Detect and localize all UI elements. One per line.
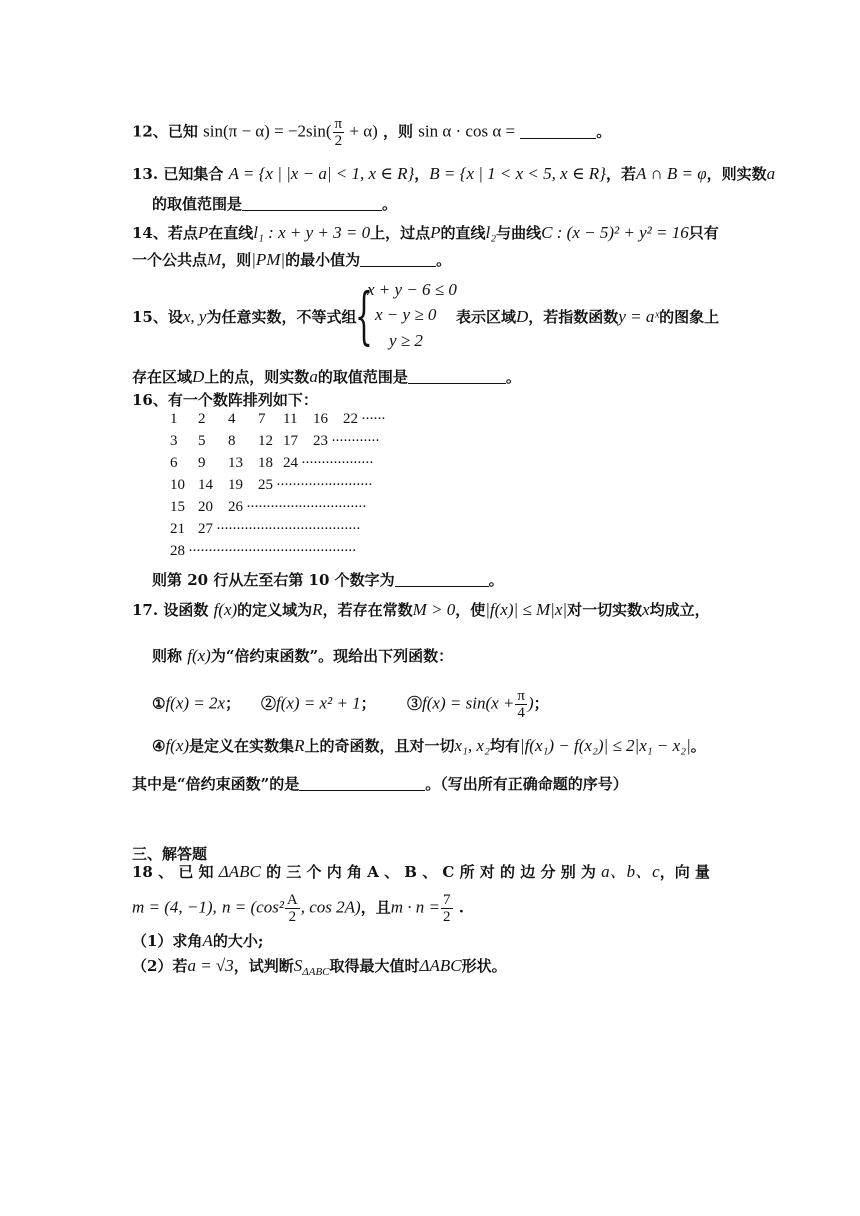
- q18-vn-num: A: [286, 892, 298, 908]
- q17-f1-label: ①: [152, 694, 166, 713]
- q13-answer-blank[interactable]: [242, 194, 382, 211]
- q17-sep2: ；: [360, 694, 376, 713]
- array-cell: 4: [228, 411, 236, 427]
- q14-line2a: 一个公共点: [132, 251, 208, 269]
- q17-prefix: 17. 设函数: [132, 601, 209, 619]
- q18-p2b: ，试判断: [233, 957, 294, 975]
- q17-f4-vars: x₁, x₂: [454, 736, 490, 755]
- question-18-part1: [132, 930, 263, 952]
- array-cell: 7: [258, 411, 266, 427]
- q18-dot-frac: [441, 892, 453, 925]
- q14-line2c: 的最小值为: [285, 251, 361, 269]
- array-cell: 12: [258, 433, 273, 449]
- q14-line-l1: l₁ : x + y + 3 = 0: [253, 223, 371, 242]
- q18-p1-var: A: [202, 931, 213, 950]
- q17-m: M > 0: [412, 600, 456, 619]
- q15-fn: y = aˣ: [618, 307, 660, 326]
- q18-p1-end: 的大小;: [212, 932, 264, 950]
- array-cell: 3: [170, 433, 178, 449]
- question-15-tail: [456, 306, 719, 328]
- array-cell: 28: [170, 543, 185, 559]
- q17-f4-label: ④: [152, 737, 166, 755]
- q17-f3: f(x) = sin(x +: [422, 693, 515, 713]
- q14-t1: 在直线: [208, 224, 254, 242]
- q14-p: P: [197, 223, 209, 242]
- q17-f2: f(x) = x² + 1: [275, 693, 361, 713]
- q17-f4-end: 。: [690, 737, 706, 755]
- array-cell: 14: [198, 477, 213, 493]
- question-13-line2: [152, 193, 397, 215]
- q18-p2-tri: ΔABC: [419, 956, 462, 975]
- q17-f1: f(x) = 2x: [165, 693, 226, 713]
- q13-var: a: [766, 164, 776, 183]
- q18-vector-m: m = (4, −1),: [132, 897, 217, 917]
- q15-ineq-2: x − y ≥ 0: [375, 305, 437, 324]
- array-ellipsis: ············: [331, 433, 379, 449]
- q18-p2-eq: a = √3: [187, 956, 234, 975]
- array-ellipsis: ··················: [301, 455, 373, 471]
- q14-t5: 只有: [688, 224, 719, 242]
- array-ellipsis: ······: [361, 411, 385, 427]
- q17-f3-label: ③: [407, 694, 423, 713]
- array-ellipsis: ··········································: [188, 543, 356, 559]
- q18-dot-num: 7: [443, 892, 451, 908]
- q17-f4a: 是定义在实数集: [189, 737, 295, 755]
- q16-title: 16、有一个数阵排列如下：: [132, 391, 318, 409]
- q14-p2: P: [430, 223, 441, 242]
- q15-t3: ，若指数函数: [528, 308, 619, 326]
- q18-p1: （1）求角: [132, 932, 203, 950]
- array-ellipsis: ························: [276, 477, 372, 493]
- q14-t3: 的直线: [440, 224, 486, 242]
- question-14-line2: [132, 249, 451, 271]
- q15-prefix: 15、设: [132, 308, 183, 326]
- q17-answer-blank[interactable]: [299, 774, 425, 791]
- question-16: [132, 389, 318, 411]
- q15-xy: x, y: [182, 307, 207, 326]
- q12-prefix: 12、已知: [132, 122, 198, 141]
- q17-f3-num: π: [517, 688, 525, 704]
- q14-t2: 上，过点: [370, 224, 431, 242]
- q16-question: 则第 20 行从左至右第 10 个数字为: [152, 571, 395, 589]
- q17-f3-frac: [515, 688, 527, 721]
- array-cell: 1: [170, 411, 178, 427]
- q13-prefix: 13. 已知集合: [132, 165, 224, 183]
- question-17-functions: [152, 688, 549, 721]
- q14-end: 。: [436, 251, 452, 269]
- q17-f4b: 上的奇函数，且对一切: [304, 737, 455, 755]
- q17-t5: 均成立，: [649, 601, 710, 619]
- q18-t1: 的 三 个 内 角 A 、 B 、 C 所 对 的 边 分 别 为: [266, 863, 596, 881]
- q13-intersection: A ∩ B = φ: [636, 164, 707, 183]
- q15-end: 。: [505, 368, 521, 386]
- q15-ineq-3: y ≥ 2: [389, 331, 423, 350]
- question-17: [132, 599, 710, 621]
- q17-fx2: f(x): [187, 646, 211, 665]
- q18-sides: a、b、c: [601, 862, 660, 881]
- q16-end: 。: [488, 571, 504, 589]
- q18-t3: ，且: [360, 898, 391, 917]
- q13-cond: ，若: [605, 165, 636, 183]
- q17-line2b: 为“倍约束函数”。现给出下列函数：: [210, 647, 454, 665]
- q17-t3: ，使: [455, 601, 486, 619]
- question-18: [132, 861, 710, 883]
- q18-triangle: ΔABC: [218, 862, 261, 881]
- q12-end: 。: [596, 122, 612, 141]
- q15-line2a: 存在区域: [132, 368, 193, 386]
- q15-t4: 的图象上: [659, 308, 720, 326]
- question-17-answer: [132, 773, 628, 795]
- q14-curve: C : (x − 5)² + y² = 16: [541, 223, 689, 242]
- q12-mid: ，则: [383, 122, 414, 141]
- q18-t2: ，向 量: [659, 863, 710, 881]
- q18-vn-end: , cos 2A): [300, 897, 361, 917]
- q15-a: a: [309, 367, 318, 386]
- q13-tail: ，则实数: [706, 165, 767, 183]
- q15-t2: 表示区域: [456, 308, 517, 326]
- array-cell: 22: [343, 411, 358, 427]
- question-18-vectors: [132, 892, 464, 925]
- q17-sep1: ；: [225, 694, 241, 713]
- q17-x: x: [642, 600, 650, 619]
- q17-f2-label: ②: [260, 694, 276, 713]
- array-cell: 9: [198, 455, 206, 471]
- array-cell: 11: [283, 411, 298, 427]
- q15-line2c: 的取值范围是: [317, 368, 408, 386]
- array-cell: 24: [283, 455, 298, 471]
- q18-dot-den: 2: [443, 909, 451, 925]
- q17-r: R: [312, 600, 323, 619]
- q15-brace: {: [355, 279, 373, 352]
- question-17-f4: [152, 735, 706, 757]
- q15-answer-blank[interactable]: [408, 367, 506, 384]
- array-cell: 23: [313, 433, 328, 449]
- q18-dot: m · n =: [390, 897, 440, 917]
- q17-ans-b: 。（写出所有正确命题的序号）: [425, 775, 628, 793]
- q18-vn-den: 2: [288, 909, 297, 925]
- q17-t1: 的定义域为: [237, 601, 313, 619]
- q17-t4: 对一切实数: [567, 601, 643, 619]
- q14-line-l2: l₂: [485, 223, 497, 242]
- q17-sep3: ；: [533, 694, 549, 713]
- array-cell: 18: [258, 455, 273, 471]
- q14-answer-blank[interactable]: [360, 250, 436, 267]
- array-cell: 2: [198, 411, 206, 427]
- q13-set-b: B = {x | 1 < x < 5, x ∈ R}: [429, 164, 606, 183]
- q16-answer-blank[interactable]: [395, 570, 489, 587]
- question-14: [132, 222, 719, 244]
- array-cell: 21: [170, 521, 185, 537]
- array-cell: 20: [198, 499, 213, 515]
- array-cell: 8: [228, 433, 236, 449]
- q18-dot-end: .: [458, 898, 464, 917]
- q15-line2b: 上的点，则实数: [204, 368, 310, 386]
- q18-p2-sub: ΔABC: [302, 966, 330, 978]
- q18-p2c: 取得最大值时: [329, 957, 420, 975]
- q12-expr2: + α): [345, 121, 378, 141]
- q17-f4-r: R: [294, 736, 305, 755]
- q15-ineq-1: x + y − 6 ≤ 0: [367, 280, 457, 299]
- q17-f3-close: ): [527, 693, 534, 713]
- array-cell: 5: [198, 433, 206, 449]
- question-15-line2: [132, 366, 521, 388]
- q13-sep: ，: [414, 165, 430, 183]
- q17-line2a: 则称: [152, 647, 183, 665]
- array-cell: 17: [283, 433, 298, 449]
- array-cell: 10: [170, 477, 185, 493]
- question-12: [132, 116, 611, 149]
- q12-expr3: sin α · cos α =: [418, 121, 516, 141]
- array-cell: 25: [258, 477, 273, 493]
- section-title: 三、解答题: [132, 845, 208, 863]
- q18-vector-n: n = (cos²: [222, 897, 284, 917]
- q17-ineq: |f(x)| ≤ M|x|: [485, 600, 568, 619]
- q14-m: M: [207, 250, 222, 269]
- question-16-question: [152, 569, 504, 591]
- q17-t2: ，若存在常数: [322, 601, 413, 619]
- question-18-part2: [132, 955, 507, 983]
- array-cell: 26: [228, 499, 243, 515]
- array-cell: 15: [170, 499, 185, 515]
- array-cell: 16: [313, 411, 328, 427]
- q12-frac: [333, 116, 345, 149]
- q18-p2a: （2）若: [132, 957, 188, 975]
- question-17-line2: [152, 645, 453, 667]
- q14-prefix: 14、若点: [132, 224, 198, 242]
- array-cell: 27: [198, 521, 213, 537]
- q18-vn-frac: [285, 892, 300, 925]
- q15-d: D: [516, 307, 529, 326]
- q17-f3-den: 4: [517, 705, 525, 721]
- q13-line2: 的取值范围是: [152, 195, 243, 213]
- q18-p2d: 形状。: [461, 957, 507, 975]
- q17-f4c: 均有: [489, 737, 520, 755]
- question-15: [132, 306, 356, 328]
- q17-f4-fx: f(x): [165, 736, 190, 755]
- q12-expr: sin(π − α) = −2sin(: [203, 121, 332, 141]
- array-ellipsis: ······························: [246, 499, 366, 515]
- array-cell: 13: [228, 455, 243, 471]
- q17-f4-ineq: |f(x₁) − f(x₂)| ≤ 2|x₁ − x₂|: [519, 736, 691, 755]
- question-13: [132, 163, 775, 185]
- array-cell: 19: [228, 477, 243, 493]
- q15-d2: D: [192, 367, 205, 386]
- array-cell: 6: [170, 455, 178, 471]
- q17-fx: f(x): [213, 600, 238, 619]
- q17-ans-a: 其中是“倍约束函数”的是: [132, 775, 300, 793]
- q12-answer-blank[interactable]: [520, 122, 596, 139]
- q13-set-a: A = {x | |x − a| < 1, x ∈ R}: [228, 164, 415, 183]
- q14-line2b: ，则: [221, 251, 252, 269]
- q12-frac-num: π: [334, 116, 343, 132]
- q14-pm: |PM|: [251, 250, 286, 269]
- q18-p2-s: S: [293, 956, 303, 975]
- array-ellipsis: ····································: [216, 521, 360, 537]
- q13-end: 。: [382, 195, 398, 213]
- q18-prefix: 18 、 已 知: [132, 863, 214, 881]
- q12-frac-den: 2: [334, 133, 343, 149]
- q15-t1: 为任意实数，不等式组: [206, 308, 357, 326]
- q14-t4: 与曲线: [496, 224, 542, 242]
